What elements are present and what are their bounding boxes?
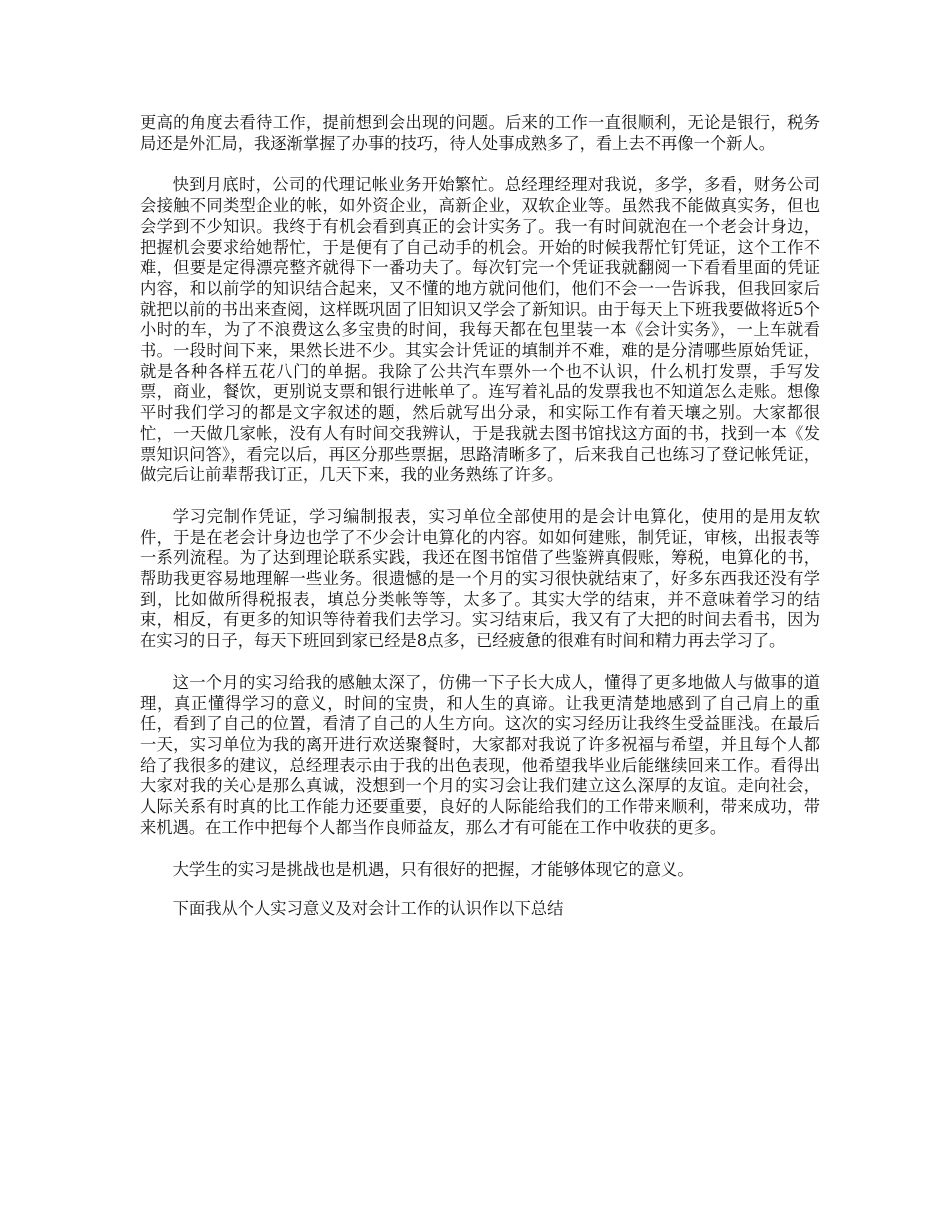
paragraph-summary-intro: 下面我从个人实习意义及对会计工作的认识作以下总结	[172, 899, 564, 919]
document-body	[140, 113, 820, 939]
paragraph-continuation: 更高的角度去看待工作，提前想到会出现的问题。后来的工作一直很顺利，无论是银行，税务局还是外汇局，我逐渐掌握了办事的技巧，待人处事成熟多了，看上去不再像一个新人。	[140, 113, 820, 153]
paragraph-computerized-accounting: 学习完制作凭证，学习编制报表，实习单位全部使用的是会计电算化，使用的是用友软件，于是在老会计身边也学了不少会计电算化的内容。如如何建账，制凭证，审核，出报表等一系列流程。为了达到理论联系实践，我还在图书馆借了些鉴辨真假账，筹税，电算化的书，帮助我更容易地理解一些业务。很遗憾的是一个月的实习很快就结束了，好多东西我还没有学到，比如做所得税报表，填总分类帐等等，太多了。其实大学的结束，并不意味着学习的结束，相反，有更多的知识等待着我们去学习。实习结束后，我又有了大把的时间去看书，因为在实习的日子，每天下班回到家已经是8点多，已经疲惫的很难有时间和精力再去学习了。	[140, 506, 820, 651]
paragraph-reflection: 这一个月的实习给我的感触太深了，仿佛一下子长大成人，懂得了更多地做人与做事的道理，真正懂得学习的意义，时间的宝贵，和人生的真谛。让我更清楚地感到了自己肩上的重任，看到了自己的位置，看清了自己的人生方向。这次的实习经历让我终生受益匪浅。在最后一天，实习单位为我的离开进行欢送聚餐时，大家都对我说了许多祝福与希望，并且每个人都给了我很多的建议，总经理表示由于我的出色表现，他希望我毕业后能继续回来工作。看得出大家对我的关心是那么真诚，没想到一个月的实习会让我们建立这么深厚的友谊。走向社会，人际关系有时真的比工作能力还要重要，良好的人际能给我们的工作带来顺利，带来成功，带来机遇。在工作中把每个人都当作良师益友，那么才有可能在工作中收获的更多。	[140, 672, 820, 837]
paragraph-challenge-opportunity: 大学生的实习是挑战也是机遇，只有很好的把握，才能够体现它的意义。	[172, 859, 694, 879]
paragraph-month-end-work: 快到月底时，公司的代理记帐业务开始繁忙。总经理经理对我说，多学，多看，财务公司会接触不同类型企业的帐，如外资企业，高新企业，双软企业等。虽然我不能做真实务，但也会学到不少知识。我终于有机会看到真正的会计实务了。我一有时间就泡在一个老会计身边，把握机会要求给她帮忙，于是便有了自己动手的机会。开始的时候我帮忙钉凭证，这个工作不难，但要是定得漂亮整齐就得下一番功夫了。每次钉完一个凭证我就翻阅一下看看里面的凭证内容，和以前学的知识结合起来，又不懂的地方就问他们，他们不会一一告诉我，但我回家后就把以前的书出来查阅，这样既巩固了旧知识又学会了新知识。由于每天上下班我要做将近5个小时的车，为了不浪费这么多宝贵的时间，我每天都在包里装一本《会计实务》，一上车就看书。一段时间下来，果然长进不少。其实会计凭证的填制并不难，难的是分清哪些原始凭证，就是各种各样五花八门的单据。我除了公共汽车票外一个也不认识，什么机打发票，手写发票，商业，餐饮，更别说支票和银行进帐单了。连写着礼品的发票我也不知道怎么走账。想像平时我们学习的都是文字叙述的题，然后就写出分录，和实际工作有着天壤之别。大家都很忙，一天做几家帐，没有人有时间交我辨认，于是我就去图书馆找这方面的书，找到一本《发票知识问答》，看完以后，再区分那些票据，思路清晰多了，后来我自己也练习了登记帐凭证，做完后让前辈帮我订正，几天下来，我的业务熟练了许多。	[140, 175, 820, 485]
